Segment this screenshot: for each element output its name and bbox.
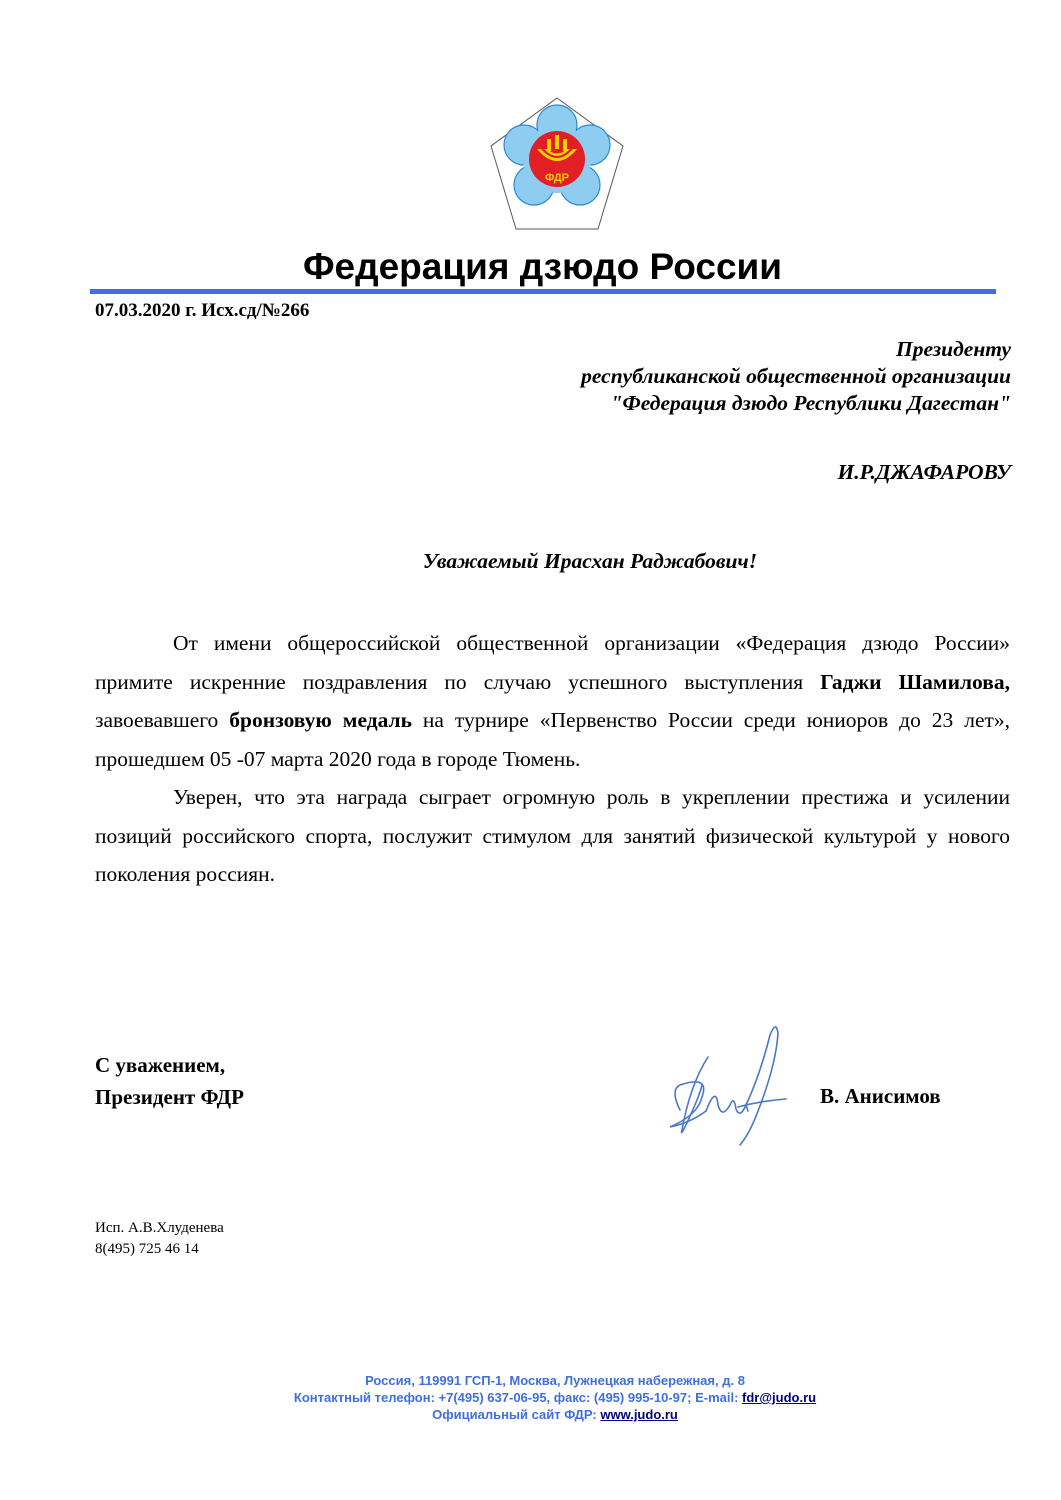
- email-link[interactable]: fdr@judo.ru: [742, 1390, 817, 1405]
- signer-name: В. Анисимов: [820, 1084, 941, 1108]
- executor-phone: 8(495) 725 46 14: [95, 1241, 199, 1257]
- addressee-line-3: "Федерация дзюдо Республики Дагестан": [610, 391, 1011, 415]
- header-divider: [90, 289, 996, 294]
- footer-site-label: Официальный сайт ФДР:: [432, 1407, 601, 1422]
- body-p1-text-a: От имени общероссийской общественной организации «Федерация дзюдо России» примите искренние поздравления по случаю успешного выступления: [95, 631, 1010, 694]
- footer: [0, 1372, 1061, 1423]
- logo-text: ФДР: [544, 172, 570, 184]
- body-paragraph-2: Уверен, что эта награда сыграет огромную роль в укреплении престижа и усилении позиций российского спорта, послужит стимулом для занятий физической культурой у нового поколения россиян.: [95, 785, 1010, 886]
- website-link[interactable]: www.judo.ru: [600, 1407, 678, 1422]
- athlete-name: Гаджи Шамилова,: [820, 669, 1010, 694]
- medal-text: бронзовую медаль: [229, 708, 412, 732]
- body-p1-text-c: на турнире «Первенство России среди юниоров до 23 лет», прошедшем 05 -07 марта 2020 года в городе Тюмень.: [95, 708, 1011, 771]
- addressee-block: [581, 336, 1011, 417]
- addressee-line-2: республиканской общественной организации: [581, 364, 1011, 388]
- org-title: Федерация дзюдо России: [302, 246, 783, 287]
- outgoing-reference: 07.03.2020 г. Исх.сд/№266: [95, 300, 310, 321]
- footer-address: Россия, 119991 ГСП-1, Москва, Лужнецкая набережная, д. 8: [365, 1373, 745, 1388]
- closing-regards: С уважением,: [95, 1053, 226, 1077]
- addressee-name: И.Р.ДЖАФАРОВУ: [837, 460, 1011, 484]
- executor-block: [95, 1218, 224, 1260]
- handwritten-signature: [650, 1015, 810, 1155]
- footer-contacts-text: Контактный телефон: +7(495) 637-06-95, факс: (495) 995-10-97; E-mail:: [293, 1390, 743, 1405]
- body-paragraph-1: [95, 624, 1010, 778]
- fdr-logo: [487, 95, 627, 235]
- addressee-line-1: Президенту: [896, 337, 1011, 361]
- closing-position: Президент ФДР: [95, 1085, 244, 1109]
- footer-site: [0, 1406, 1061, 1423]
- footer-contacts: [0, 1389, 1061, 1406]
- letter-body: [95, 624, 1010, 894]
- body-p1-text-b: завоевавшего: [95, 708, 230, 732]
- closing-block: [95, 1049, 244, 1113]
- salutation: Уважаемый Ирасхан Раджабович!: [422, 549, 758, 573]
- executor-name: Исп. А.В.Хлуденева: [95, 1220, 224, 1236]
